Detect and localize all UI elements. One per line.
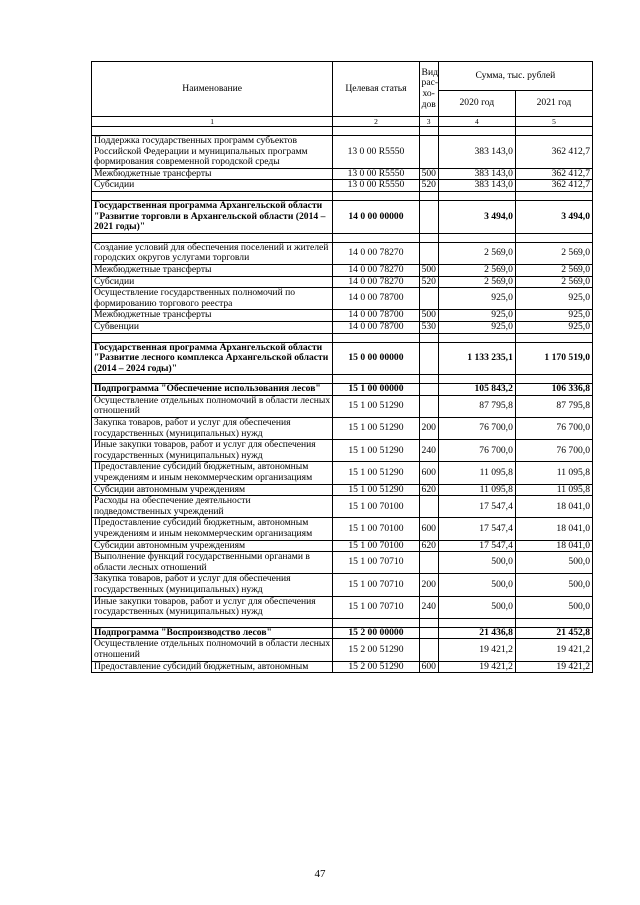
row-name: Субсидии автономным учреждениям <box>92 540 333 552</box>
row-sum-2020: 105 843,2 <box>438 384 515 396</box>
row-target-code: 15 1 00 51290 <box>333 395 419 417</box>
row-name: Субсидии автономным учреждениям <box>92 484 333 496</box>
row-sum-2021: 18 041,0 <box>515 496 592 518</box>
row-name: Расходы на обеспечение деятельности подведомственных учреждений <box>92 496 333 518</box>
row-sum-2021: 11 095,8 <box>515 484 592 496</box>
row-target-code: 15 1 00 51290 <box>333 462 419 484</box>
row-sum-2021: 2 569,0 <box>515 276 592 288</box>
row-sum-2021: 11 095,8 <box>515 462 592 484</box>
row-name: Осуществление отдельных полномочий в области лесных отношений <box>92 395 333 417</box>
column-number: 3 <box>419 117 438 127</box>
row-sum-2020: 500,0 <box>438 552 515 574</box>
empty-cell <box>333 191 419 200</box>
table-row <box>92 540 593 552</box>
row-name: Межбюджетные трансферты <box>92 168 333 180</box>
row-expense-type <box>419 342 438 375</box>
row-target-code: 15 1 00 70100 <box>333 518 419 540</box>
row-expense-type: 500 <box>419 310 438 322</box>
row-expense-type: 520 <box>419 180 438 192</box>
row-expense-type: 200 <box>419 574 438 596</box>
empty-cell <box>419 333 438 342</box>
spacer-row <box>92 333 593 342</box>
spacer-row <box>92 233 593 242</box>
row-target-code: 14 0 00 78700 <box>333 310 419 322</box>
row-expense-type <box>419 552 438 574</box>
row-sum-2021: 21 452,8 <box>515 627 592 639</box>
row-sum-2020: 19 421,2 <box>438 661 515 673</box>
row-target-code: 13 0 00 R5550 <box>333 180 419 192</box>
row-target-code: 15 1 00 51290 <box>333 440 419 462</box>
row-target-code: 15 1 00 70100 <box>333 496 419 518</box>
row-sum-2021: 500,0 <box>515 552 592 574</box>
header-sum: Сумма, тыс. рублей <box>438 62 592 91</box>
row-sum-2021: 2 569,0 <box>515 242 592 264</box>
table-row <box>92 418 593 440</box>
row-sum-2020: 76 700,0 <box>438 418 515 440</box>
table-row <box>92 242 593 264</box>
row-sum-2020: 3 494,0 <box>438 200 515 233</box>
row-expense-type <box>419 242 438 264</box>
row-name: Осуществление отдельных полномочий в области лесных отношений <box>92 639 333 661</box>
empty-cell <box>515 618 592 627</box>
row-sum-2020: 2 569,0 <box>438 242 515 264</box>
table-row <box>92 395 593 417</box>
budget-table <box>91 61 593 673</box>
row-target-code: 15 1 00 70100 <box>333 540 419 552</box>
row-expense-type: 240 <box>419 440 438 462</box>
row-name: Закупка товаров, работ и услуг для обеспечения государственных (муниципальных) нужд <box>92 418 333 440</box>
row-name: Закупка товаров, работ и услуг для обеспечения государственных (муниципальных) нужд <box>92 574 333 596</box>
row-sum-2021: 500,0 <box>515 596 592 618</box>
table-header <box>92 62 593 127</box>
empty-cell <box>92 618 333 627</box>
row-sum-2020: 383 143,0 <box>438 180 515 192</box>
row-sum-2021: 18 041,0 <box>515 540 592 552</box>
program-row <box>92 342 593 375</box>
row-target-code: 15 0 00 00000 <box>333 342 419 375</box>
empty-cell <box>333 333 419 342</box>
header-name: Наименование <box>92 62 333 117</box>
empty-cell <box>333 127 419 136</box>
row-expense-type <box>419 639 438 661</box>
program-row <box>92 200 593 233</box>
row-sum-2021: 19 421,2 <box>515 639 592 661</box>
empty-cell <box>515 191 592 200</box>
table-row <box>92 440 593 462</box>
row-sum-2021: 362 412,7 <box>515 136 592 169</box>
empty-cell <box>515 333 592 342</box>
row-sum-2021: 2 569,0 <box>515 264 592 276</box>
row-sum-2020: 500,0 <box>438 596 515 618</box>
row-target-code: 15 1 00 70710 <box>333 574 419 596</box>
row-target-code: 13 0 00 R5550 <box>333 168 419 180</box>
row-sum-2021: 3 494,0 <box>515 200 592 233</box>
row-sum-2021: 1 170 519,0 <box>515 342 592 375</box>
empty-cell <box>419 233 438 242</box>
table-row <box>92 321 593 333</box>
row-expense-type: 600 <box>419 518 438 540</box>
row-expense-type <box>419 288 438 310</box>
row-name: Поддержка государственных программ субъектов Российской Федерации и муниципальных программ формирования современной городской среды <box>92 136 333 169</box>
table-row <box>92 596 593 618</box>
row-sum-2021: 362 412,7 <box>515 180 592 192</box>
row-sum-2020: 925,0 <box>438 288 515 310</box>
row-name: Предоставление субсидий бюджетным, автономным <box>92 661 333 673</box>
row-expense-type <box>419 496 438 518</box>
row-sum-2021: 18 041,0 <box>515 518 592 540</box>
column-number: 1 <box>92 117 333 127</box>
table-body <box>92 127 593 673</box>
empty-cell <box>419 375 438 384</box>
row-expense-type: 600 <box>419 661 438 673</box>
row-sum-2021: 362 412,7 <box>515 168 592 180</box>
row-target-code: 15 1 00 51290 <box>333 418 419 440</box>
row-sum-2020: 925,0 <box>438 321 515 333</box>
table-row <box>92 639 593 661</box>
row-expense-type: 500 <box>419 264 438 276</box>
row-sum-2021: 76 700,0 <box>515 440 592 462</box>
row-sum-2020: 76 700,0 <box>438 440 515 462</box>
row-target-code: 15 1 00 00000 <box>333 384 419 396</box>
row-expense-type <box>419 627 438 639</box>
spacer-row <box>92 618 593 627</box>
row-sum-2020: 21 436,8 <box>438 627 515 639</box>
row-sum-2020: 19 421,2 <box>438 639 515 661</box>
row-name: Подпрограмма "Воспроизводство лесов" <box>92 627 333 639</box>
row-expense-type <box>419 384 438 396</box>
empty-cell <box>438 127 515 136</box>
table-row <box>92 168 593 180</box>
row-expense-type: 620 <box>419 540 438 552</box>
row-target-code: 14 0 00 78700 <box>333 321 419 333</box>
empty-cell <box>515 127 592 136</box>
table-row <box>92 136 593 169</box>
row-sum-2020: 2 569,0 <box>438 276 515 288</box>
row-sum-2020: 1 133 235,1 <box>438 342 515 375</box>
empty-cell <box>419 618 438 627</box>
row-sum-2021: 76 700,0 <box>515 418 592 440</box>
row-sum-2020: 17 547,4 <box>438 518 515 540</box>
row-target-code: 15 1 00 51290 <box>333 484 419 496</box>
row-target-code: 15 1 00 70710 <box>333 552 419 574</box>
row-expense-type <box>419 200 438 233</box>
empty-cell <box>515 233 592 242</box>
row-name: Предоставление субсидий бюджетным, автономным учреждениям и иным некоммерческим организациям <box>92 518 333 540</box>
row-target-code: 14 0 00 78700 <box>333 288 419 310</box>
row-expense-type: 200 <box>419 418 438 440</box>
table-row <box>92 288 593 310</box>
row-target-code: 15 1 00 70710 <box>333 596 419 618</box>
row-expense-type: 600 <box>419 462 438 484</box>
row-target-code: 14 0 00 00000 <box>333 200 419 233</box>
empty-cell <box>92 233 333 242</box>
empty-cell <box>333 233 419 242</box>
row-sum-2020: 925,0 <box>438 310 515 322</box>
table-row <box>92 574 593 596</box>
row-expense-type: 240 <box>419 596 438 618</box>
table-row <box>92 310 593 322</box>
row-name: Государственная программа Архангельской области "Развитие торговли в Архангельской области (2014 – 2021 годы)" <box>92 200 333 233</box>
row-sum-2020: 500,0 <box>438 574 515 596</box>
header-vid: Вид рас-хо-дов <box>419 62 438 117</box>
row-expense-type: 530 <box>419 321 438 333</box>
row-name: Выполнение функций государственными органами в области лесных отношений <box>92 552 333 574</box>
row-target-code: 14 0 00 78270 <box>333 276 419 288</box>
row-name: Межбюджетные трансферты <box>92 264 333 276</box>
empty-cell <box>92 333 333 342</box>
row-expense-type: 500 <box>419 168 438 180</box>
row-name: Осуществление государственных полномочий по формированию торгового реестра <box>92 288 333 310</box>
row-sum-2020: 383 143,0 <box>438 168 515 180</box>
table-row <box>92 484 593 496</box>
column-number: 4 <box>438 117 515 127</box>
row-sum-2020: 383 143,0 <box>438 136 515 169</box>
row-target-code: 14 0 00 78270 <box>333 242 419 264</box>
row-name: Межбюджетные трансферты <box>92 310 333 322</box>
row-name: Государственная программа Архангельской области "Развитие лесного комплекса Архангельской области (2014 – 2024 годы)" <box>92 342 333 375</box>
header-code: Целевая статья <box>333 62 419 117</box>
empty-cell <box>333 618 419 627</box>
table-row <box>92 661 593 673</box>
column-number: 2 <box>333 117 419 127</box>
row-sum-2021: 87 795,8 <box>515 395 592 417</box>
table-row <box>92 276 593 288</box>
row-sum-2021: 106 336,8 <box>515 384 592 396</box>
table-row <box>92 518 593 540</box>
row-target-code: 15 2 00 51290 <box>333 661 419 673</box>
header-year-2020: 2020 год <box>438 91 515 117</box>
empty-cell <box>438 618 515 627</box>
table-row <box>92 552 593 574</box>
row-expense-type <box>419 395 438 417</box>
row-expense-type <box>419 136 438 169</box>
row-expense-type: 520 <box>419 276 438 288</box>
row-sum-2020: 87 795,8 <box>438 395 515 417</box>
row-sum-2020: 17 547,4 <box>438 540 515 552</box>
program-row <box>92 384 593 396</box>
row-name: Иные закупки товаров, работ и услуг для обеспечения государственных (муниципальных) нужд <box>92 440 333 462</box>
row-name: Субвенции <box>92 321 333 333</box>
row-sum-2021: 500,0 <box>515 574 592 596</box>
row-name: Иные закупки товаров, работ и услуг для обеспечения государственных (муниципальных) нужд <box>92 596 333 618</box>
row-sum-2021: 925,0 <box>515 288 592 310</box>
table-row <box>92 496 593 518</box>
column-number: 5 <box>515 117 592 127</box>
empty-cell <box>438 191 515 200</box>
row-name: Создание условий для обеспечения поселений и жителей городских округов услугами торговли <box>92 242 333 264</box>
empty-cell <box>438 233 515 242</box>
row-target-code: 15 2 00 51290 <box>333 639 419 661</box>
row-sum-2021: 925,0 <box>515 310 592 322</box>
row-sum-2020: 2 569,0 <box>438 264 515 276</box>
column-number-row <box>92 117 593 127</box>
row-sum-2020: 11 095,8 <box>438 462 515 484</box>
row-sum-2021: 925,0 <box>515 321 592 333</box>
table-row <box>92 462 593 484</box>
row-name: Субсидии <box>92 276 333 288</box>
empty-cell <box>419 127 438 136</box>
header-year-2021: 2021 год <box>515 91 592 117</box>
row-expense-type: 620 <box>419 484 438 496</box>
row-sum-2020: 11 095,8 <box>438 484 515 496</box>
program-row <box>92 627 593 639</box>
empty-cell <box>419 191 438 200</box>
row-sum-2020: 17 547,4 <box>438 496 515 518</box>
table-row <box>92 180 593 192</box>
empty-cell <box>438 333 515 342</box>
row-target-code: 13 0 00 R5550 <box>333 136 419 169</box>
row-target-code: 15 2 00 00000 <box>333 627 419 639</box>
table-row <box>92 264 593 276</box>
row-name: Подпрограмма "Обеспечение использования лесов" <box>92 384 333 396</box>
row-name: Субсидии <box>92 180 333 192</box>
row-name: Предоставление субсидий бюджетным, автономным учреждениям и иным некоммерческим организациям <box>92 462 333 484</box>
row-target-code: 14 0 00 78270 <box>333 264 419 276</box>
row-sum-2021: 19 421,2 <box>515 661 592 673</box>
page-number: 47 <box>314 868 326 880</box>
